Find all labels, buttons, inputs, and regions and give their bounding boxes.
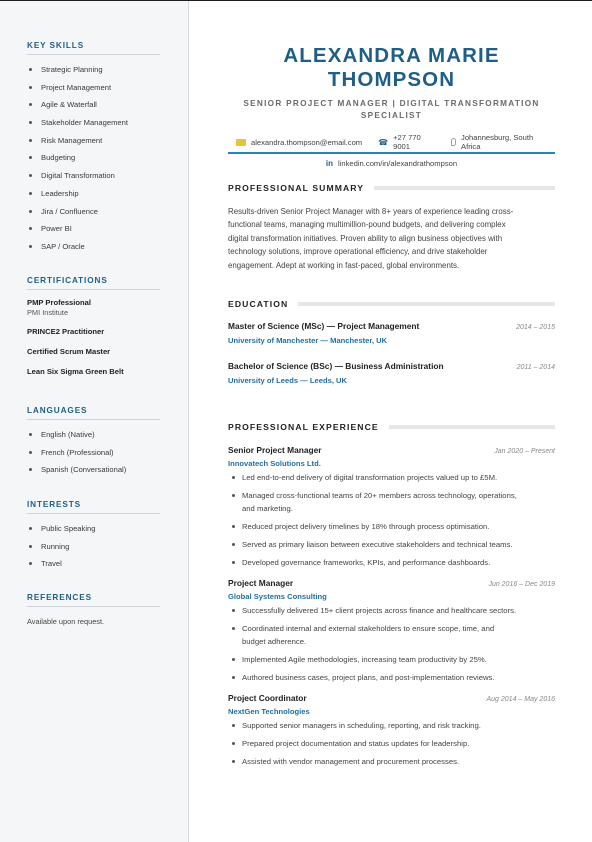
job-entry [228, 578, 555, 685]
job-bullet: Reduced project delivery timelines by 18% through process optimisation. [228, 520, 555, 533]
skill-item: Agile & Waterfall [27, 99, 160, 117]
heading-rule [374, 186, 555, 190]
job-bullets [228, 604, 555, 685]
certifications-section [27, 276, 160, 377]
school-name: University of Leeds — Leeds, UK [228, 376, 348, 385]
languages-section [27, 406, 160, 482]
degree-title: Bachelor of Science (BSc) — Business Administration [228, 361, 444, 371]
email-text[interactable]: alexandra.thompson@email.com [251, 137, 363, 147]
skill-item: Strategic Planning [27, 64, 160, 82]
company-name: Global Systems Consulting [228, 591, 327, 601]
cert-org: PMI Institute [27, 308, 69, 317]
company-name: Innovatech Solutions Ltd. [228, 459, 321, 468]
location-contact [451, 133, 547, 151]
cert-item [27, 298, 160, 318]
job-title: Senior Project Manager [228, 445, 322, 455]
candidate-name: ALEXANDRA MARIE THOMPSON [283, 44, 500, 91]
job-dates: Jun 2016 – Dec 2019 [488, 580, 555, 588]
location-icon [451, 138, 456, 146]
experience-heading-text: PROFESSIONAL EXPERIENCE [228, 422, 379, 432]
main-content [189, 1, 592, 842]
job-entry [228, 693, 555, 768]
summary-line: functional teams, managing multimillion-pound budgets, and delivering complex [228, 220, 506, 230]
job-bullet: Authored business cases, project plans, and post-implementation reviews. [228, 671, 555, 684]
header-divider [228, 152, 555, 154]
interests-heading: INTERESTS [27, 500, 160, 514]
cert-title: PRINCE2 Practitioner [27, 327, 105, 336]
skill-item: Project Management [27, 82, 160, 100]
linkedin-icon: in [325, 159, 334, 168]
language-item: English (Native) [27, 429, 160, 447]
job-dates: Jan 2020 – Present [494, 448, 555, 455]
skill-item: Stakeholder Management [27, 117, 160, 135]
cert-title: Certified Scrum Master [27, 347, 111, 356]
skill-item: Power BI [27, 223, 160, 241]
key-skills-section [27, 41, 160, 259]
job-bullet: Successfully delivered 15+ client projects across finance and healthcare sectors. [228, 604, 555, 617]
phone-icon: ☎ [378, 137, 389, 147]
summary-text [228, 205, 555, 272]
sidebar [0, 1, 189, 842]
job-bullet: Developed governance frameworks, KPIs, and performance dashboards. [228, 556, 555, 569]
degree-title: Master of Science (MSc) — Project Management [228, 321, 420, 331]
education-dates: 2014 – 2015 [516, 324, 555, 331]
skill-item: SAP / Oracle [27, 241, 160, 259]
job-title: Project Coordinator [228, 692, 307, 703]
job-bullet: Served as primary liaison between executive stakeholders and technical teams. [228, 538, 555, 551]
phone-text[interactable]: +27 770 9001 [393, 133, 421, 151]
heading-rule [298, 302, 555, 306]
location-text: Johannesburg, South Africa [461, 133, 534, 151]
cert-title: PMP Professional [27, 298, 92, 307]
heading-rule [389, 425, 555, 429]
interests-section [27, 500, 160, 576]
education-item [228, 361, 555, 385]
language-item: French (Professional) [27, 447, 160, 465]
education-heading-text: EDUCATION [228, 299, 289, 309]
linkedin-text[interactable]: linkedin.com/in/alexandrathompson [338, 159, 458, 168]
cert-title: Lean Six Sigma Green Belt [27, 367, 124, 376]
linkedin-row [228, 159, 555, 168]
job-bullets [228, 471, 555, 570]
skill-item: Budgeting [27, 152, 160, 170]
linkedin-contact[interactable] [326, 159, 457, 168]
job-title: Project Manager [228, 577, 294, 588]
job-title-line-2: SPECIALIST [360, 111, 423, 120]
language-item: Spanish (Conversational) [27, 464, 160, 482]
company-name: NextGen Technologies [228, 706, 310, 716]
contact-row [228, 133, 555, 151]
school-name: University of Manchester — Manchester, UK [228, 336, 388, 345]
interest-item: Public Speaking [27, 523, 160, 541]
references-text: Available upon request. [27, 617, 105, 626]
education-section [228, 299, 555, 385]
interest-item: Running [27, 541, 160, 559]
summary-heading [228, 183, 555, 193]
job-bullet: Assisted with vendor management and procurement processes. [228, 755, 555, 768]
skill-item: Jira / Confluence [27, 206, 160, 224]
mail-icon [236, 139, 246, 146]
education-item [228, 321, 555, 345]
job-dates: Aug 2014 – May 2016 [486, 695, 555, 703]
summary-line: technology solutions, improve operational efficiency, and drive stakeholder [228, 247, 488, 257]
experience-section [228, 422, 555, 773]
certifications-heading: CERTIFICATIONS [27, 276, 160, 290]
languages-list [27, 429, 160, 482]
job-bullet: Prepared project documentation and status updates for leadership. [228, 737, 555, 750]
skill-item: Leadership [27, 188, 160, 206]
education-dates: 2011 – 2014 [516, 364, 555, 371]
key-skills-list [27, 64, 160, 259]
skill-item: Risk Management [27, 135, 160, 153]
summary-line: digital transformation initiatives. Proven ability to align business objectives with [228, 233, 503, 243]
summary-line: engagement. Adept at working in fast-paced, global environments. [228, 260, 460, 270]
interest-item: Travel [27, 558, 160, 576]
job-bullets [228, 719, 555, 768]
resume-header [228, 44, 555, 168]
job-title-line-1: SENIOR PROJECT MANAGER | DIGITAL TRANSFORMATION [243, 99, 540, 108]
job-bullet: Implemented Agile methodologies, increasing team productivity by 25%. [228, 653, 555, 666]
job-entry [228, 445, 555, 570]
education-heading [228, 299, 555, 309]
job-bullet: Led end-to-end delivery of digital transformation projects valued up to £5M. [228, 471, 555, 484]
skill-item: Digital Transformation [27, 170, 160, 188]
email-contact[interactable] [236, 138, 362, 147]
references-section [27, 593, 160, 627]
phone-contact[interactable] [378, 133, 435, 151]
job-bullet: Managed cross-functional teams of 20+ members across technology, operations, and marketing. [228, 489, 555, 516]
key-skills-heading: KEY SKILLS [27, 41, 160, 55]
job-bullet: Supported senior managers in scheduling, reporting, and risk tracking. [228, 719, 555, 732]
job-bullet: Coordinated internal and external stakeholders to ensure scope, time, and budget adherence. [228, 622, 555, 649]
summary-line: Results-driven Senior Project Manager with 8+ years of experience leading cross- [228, 207, 514, 216]
summary-section [228, 183, 555, 272]
references-heading: REFERENCES [27, 593, 160, 607]
experience-heading [228, 422, 555, 432]
summary-heading-text: PROFESSIONAL SUMMARY [228, 183, 365, 193]
languages-heading: LANGUAGES [27, 406, 160, 420]
interests-list [27, 523, 160, 576]
